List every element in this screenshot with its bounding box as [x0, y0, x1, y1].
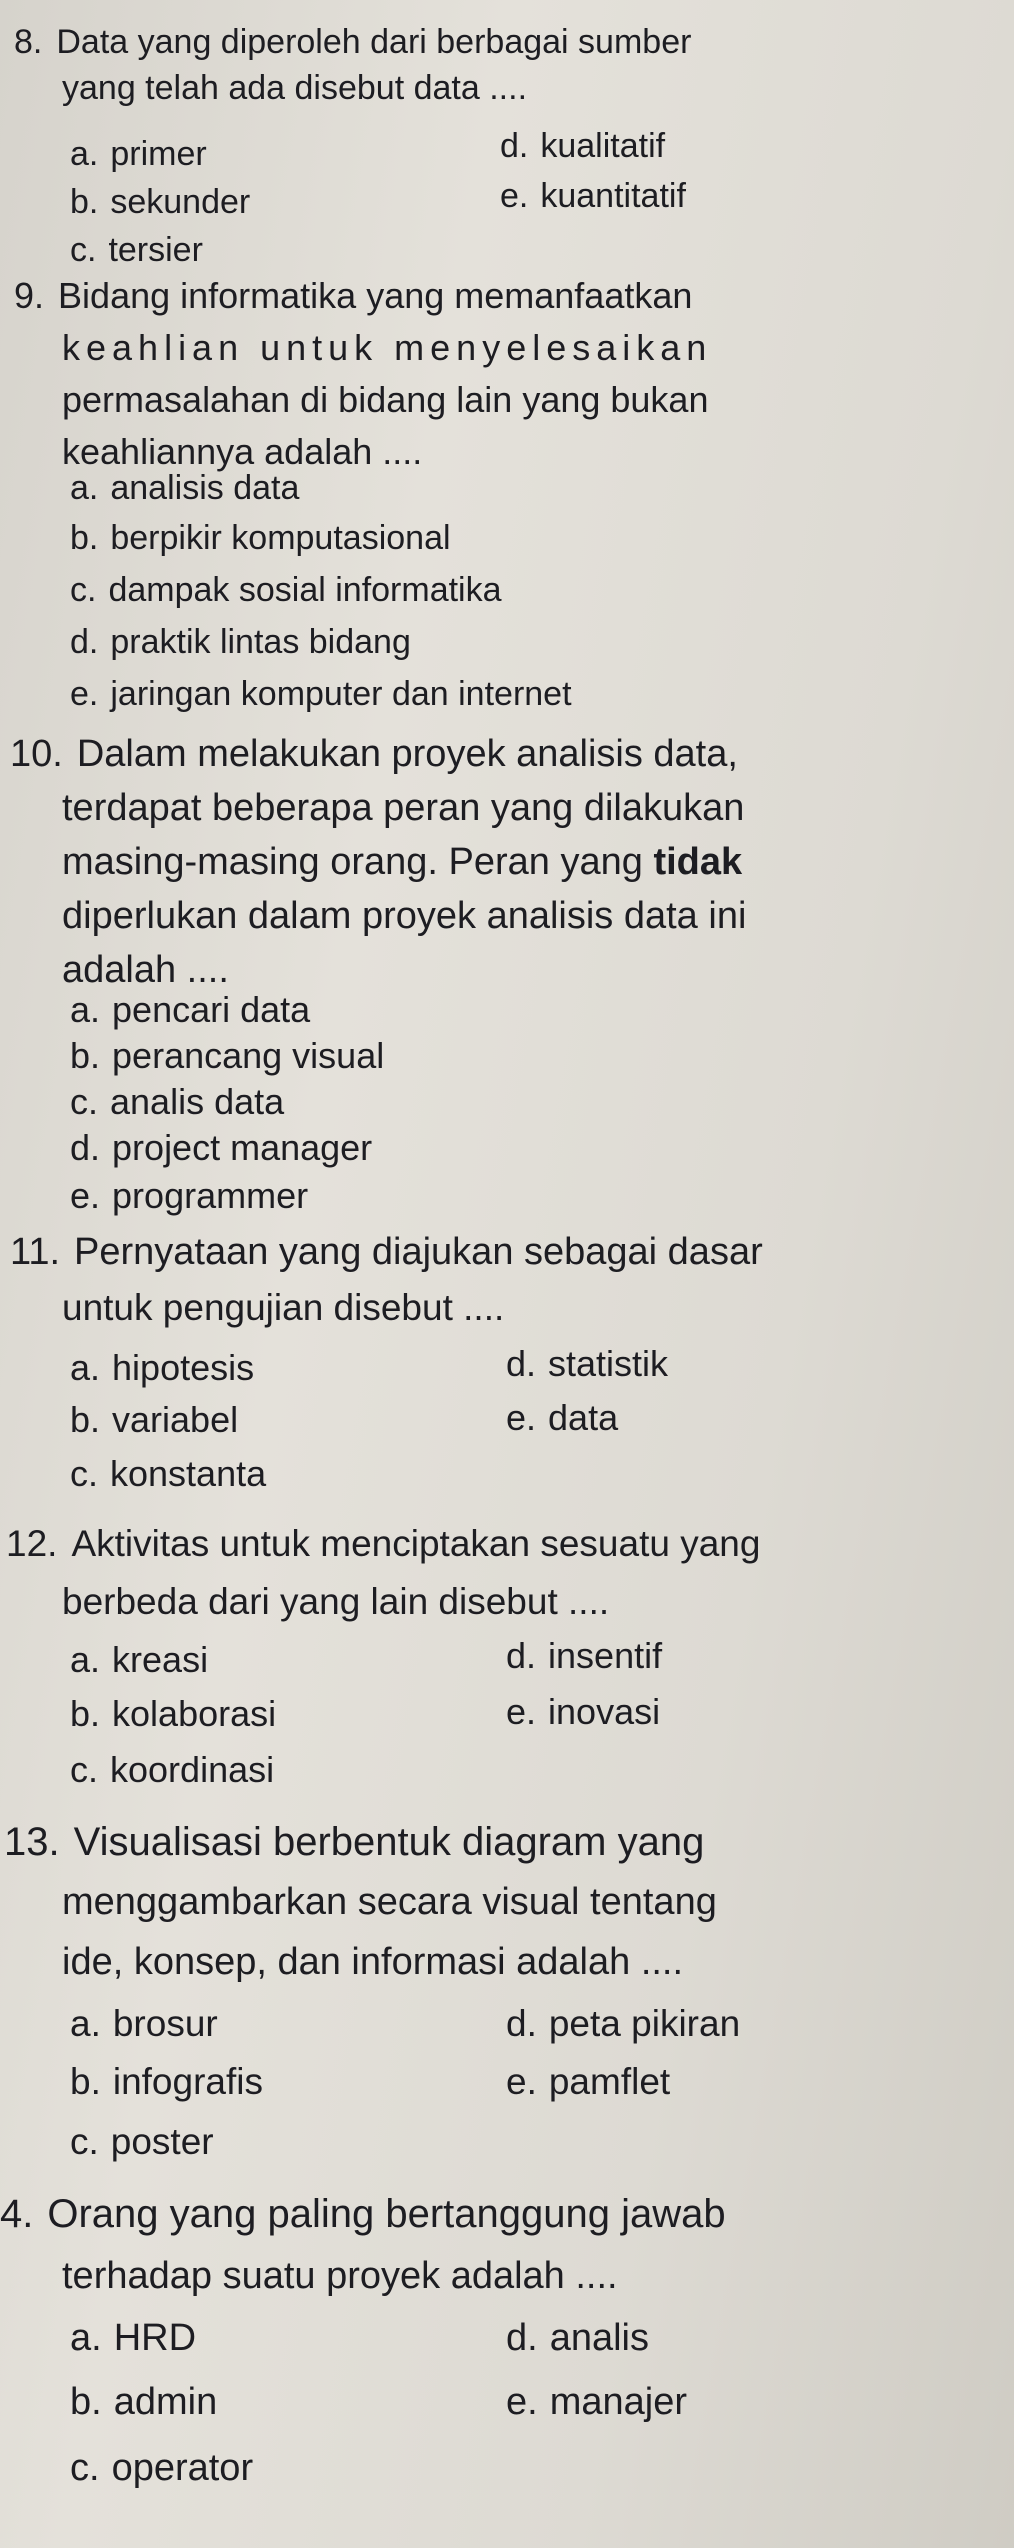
question-line: masing-masing orang. Peran yang: [62, 841, 643, 883]
option-a: a. hipotesis: [70, 1347, 255, 1388]
question-line: Bidang informatika yang memanfaatkan: [58, 275, 693, 316]
option-a: a. pencari data: [70, 989, 311, 1030]
option-c: c. koordinasi: [70, 1749, 275, 1790]
question-line: yang telah ada disebut data ....: [62, 69, 528, 107]
option-b: b. variabel: [70, 1399, 239, 1440]
question-number: 11.: [10, 1231, 61, 1273]
option-d: d. kualitatif: [500, 127, 666, 165]
option-c: c. poster: [70, 2121, 214, 2162]
question-number: 13.: [4, 1820, 60, 1864]
option-c: c. konstanta: [70, 1453, 267, 1494]
question-line: adalah ....: [62, 949, 229, 991]
question-number: 4.: [0, 2192, 34, 2236]
question-line: Aktivitas untuk menciptakan sesuatu yang: [71, 1523, 761, 1564]
option-c: c. dampak sosial informatika: [70, 571, 502, 609]
question-line: ide, konsep, dan informasi adalah ....: [62, 1941, 684, 1983]
option-d: d. praktik lintas bidang: [70, 623, 411, 661]
question-line: permasalahan di bidang lain yang bukan: [62, 379, 709, 420]
option-d: d. peta pikiran: [506, 2003, 741, 2044]
question-line: terdapat beberapa peran yang dilakukan: [62, 787, 745, 829]
option-d: d. analis: [506, 2317, 649, 2359]
question-line: Orang yang paling bertanggung jawab: [47, 2192, 726, 2236]
option-e: e. programmer: [70, 1175, 309, 1216]
question-line: keahlian untuk menyelesaikan: [62, 327, 713, 368]
option-e: e. data: [506, 1397, 619, 1438]
question-line: Visualisasi berbentuk diagram yang: [73, 1820, 705, 1864]
option-c: c. operator: [70, 2447, 254, 2489]
option-c: c. analis data: [70, 1081, 285, 1122]
emphasis-word: tidak: [653, 841, 743, 883]
question-number: 8.: [14, 23, 43, 61]
option-e: e. inovasi: [506, 1691, 661, 1732]
question-number: 10.: [10, 733, 63, 775]
option-b: b. infografis: [70, 2061, 263, 2102]
option-b: b. sekunder: [70, 183, 251, 221]
question-line: keahliannya adalah ....: [62, 431, 423, 472]
question-line: Pernyataan yang diajukan sebagai dasar: [74, 1231, 763, 1273]
question-line: menggambarkan secara visual tentang: [62, 1881, 717, 1923]
option-d: d. project manager: [70, 1127, 373, 1168]
option-a: a. primer: [70, 135, 207, 173]
option-e: e. jaringan komputer dan internet: [70, 675, 572, 713]
option-d: d. statistik: [506, 1343, 669, 1384]
option-a: a. HRD: [70, 2317, 197, 2359]
option-a: a. kreasi: [70, 1639, 209, 1680]
question-line: diperlukan dalam proyek analisis data ini: [62, 895, 747, 937]
question-number: 12.: [6, 1523, 58, 1564]
option-e: e. kuantitatif: [500, 177, 686, 215]
question-line: berbeda dari yang lain disebut ....: [62, 1581, 610, 1622]
option-e: e. manajer: [506, 2381, 687, 2423]
option-b: b. perancang visual: [70, 1035, 385, 1076]
question-line: terhadap suatu proyek adalah ....: [62, 2255, 618, 2297]
option-b: b. admin: [70, 2381, 218, 2423]
question-line: Dalam melakukan proyek analisis data,: [76, 733, 738, 775]
option-b: b. kolaborasi: [70, 1693, 277, 1734]
question-line: untuk pengujian disebut ....: [62, 1287, 505, 1328]
question-number: 9.: [14, 275, 45, 316]
option-e: e. pamflet: [506, 2061, 671, 2102]
option-b: b. berpikir komputasional: [70, 519, 451, 557]
option-a: a. brosur: [70, 2003, 218, 2044]
option-d: d. insentif: [506, 1635, 663, 1676]
question-line: Data yang diperoleh dari berbagai sumber: [56, 23, 692, 61]
option-a: a. analisis data: [70, 469, 300, 507]
option-c: c. tersier: [70, 231, 203, 269]
